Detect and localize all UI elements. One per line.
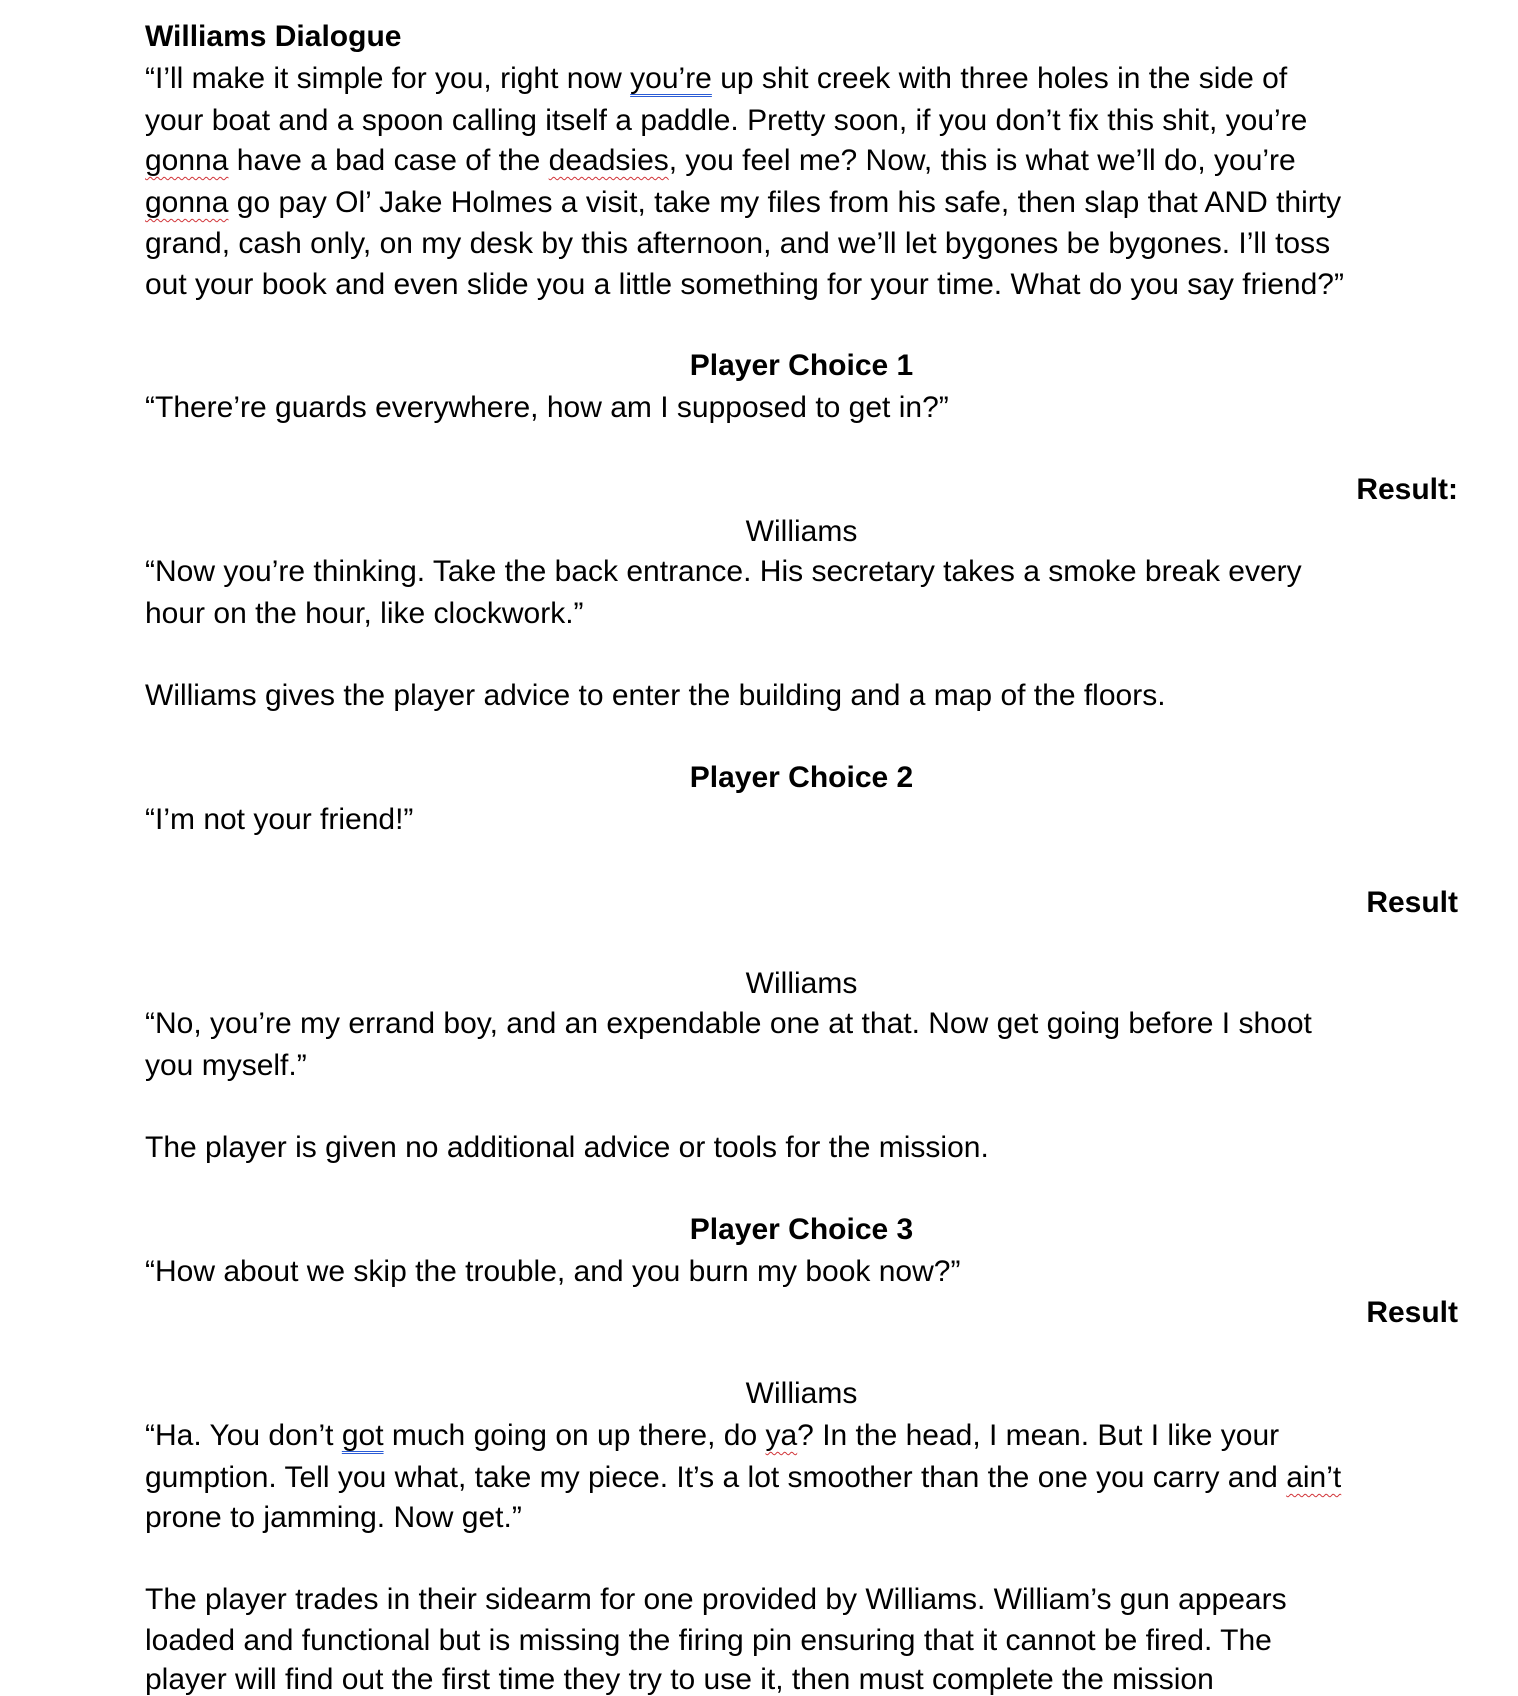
choice3-speaker: Williams: [745, 1377, 858, 1410]
intro-line-1: [145, 58, 1287, 100]
text-span: up shit creek with three holes in the side of: [711, 62, 1288, 95]
text-span: ? In the head, I mean. But I like your: [797, 1419, 1280, 1452]
choice1-result-label: Result:: [1356, 473, 1458, 506]
choice1-response-line-2: hour on the hour, like clockwork.”: [145, 597, 584, 630]
text-span: go pay Ol’ Jake Holmes a visit, take my files from his safe, then slap that AND thirty: [228, 186, 1342, 219]
grammar-flag[interactable]: you’re: [630, 62, 712, 95]
choice2-result-label: Result: [1366, 886, 1458, 919]
spelling-flag[interactable]: ya: [765, 1419, 798, 1452]
intro-line-3: [145, 140, 1296, 182]
choice1-response-line-1: “Now you’re thinking. Take the back entrance. His secretary takes a smoke break every: [145, 555, 1302, 588]
text-span: much going on up there, do: [383, 1419, 766, 1452]
intro-line-4: [145, 182, 1341, 224]
text-span: “I’ll make it simple for you, right now: [145, 62, 631, 95]
text-span: prone to jamming. Now get.”: [145, 1501, 522, 1534]
spelling-flag[interactable]: gonna: [145, 186, 229, 219]
document-heading: Williams Dialogue: [145, 20, 402, 53]
text-span: out your book and even slide you a little something for your time. What do you say friend?”: [145, 268, 1344, 301]
grammar-flag[interactable]: got: [341, 1419, 384, 1452]
choice3-outcome-line-2: loaded and functional but is missing the firing pin ensuring that it cannot be fired. The: [145, 1624, 1272, 1657]
text-span: “Ha. You don’t: [145, 1419, 342, 1452]
choice1-speaker: Williams: [745, 515, 858, 548]
choice3-line: “How about we skip the trouble, and you burn my book now?”: [145, 1255, 961, 1288]
choice1-outcome: Williams gives the player advice to enter the building and a map of the floors.: [145, 679, 1166, 712]
intro-line-2: [145, 100, 1307, 142]
text-span: grand, cash only, on my desk by this afternoon, and we’ll let bygones be bygones. I’ll toss: [145, 227, 1331, 260]
choice2-response-line-2: you myself.”: [145, 1049, 307, 1082]
text-span: , you feel me? Now, this is what we’ll do, you’re: [668, 144, 1296, 177]
spelling-flag[interactable]: ain’t: [1286, 1461, 1342, 1494]
choice3-response-line-3: [145, 1497, 522, 1539]
choice1-title: Player Choice 1: [689, 349, 914, 382]
choice2-title: Player Choice 2: [689, 761, 914, 794]
choice2-line: “I’m not your friend!”: [145, 803, 414, 836]
choice2-speaker: Williams: [745, 967, 858, 1000]
text-span: gumption. Tell you what, take my piece. It’s a lot smoother than the one you carry and: [145, 1461, 1287, 1494]
text-span: have a bad case of the: [228, 144, 549, 177]
choice3-response-line-2: [145, 1457, 1341, 1499]
choice2-response-line-1: “No, you’re my errand boy, and an expendable one at that. Now get going before I shoot: [145, 1007, 1312, 1040]
intro-line-6: [145, 264, 1344, 306]
choice3-title: Player Choice 3: [689, 1213, 914, 1246]
intro-line-5: [145, 223, 1330, 265]
choice3-outcome-line-3: player will find out the first time they try to use it, then must complete the mission: [145, 1663, 1214, 1696]
choice1-line: “There’re guards everywhere, how am I supposed to get in?”: [145, 391, 949, 424]
spelling-flag[interactable]: gonna: [145, 144, 229, 177]
text-span: your boat and a spoon calling itself a paddle. Pretty soon, if you don’t fix this shit, you’re: [145, 104, 1308, 137]
choice3-outcome-line-1: The player trades in their sidearm for one provided by Williams. William’s gun appears: [145, 1583, 1287, 1616]
spelling-flag[interactable]: deadsies: [548, 144, 669, 177]
choice3-result-label: Result: [1366, 1296, 1458, 1329]
choice3-response-line-1: [145, 1415, 1279, 1457]
choice2-outcome: The player is given no additional advice or tools for the mission.: [145, 1131, 989, 1164]
